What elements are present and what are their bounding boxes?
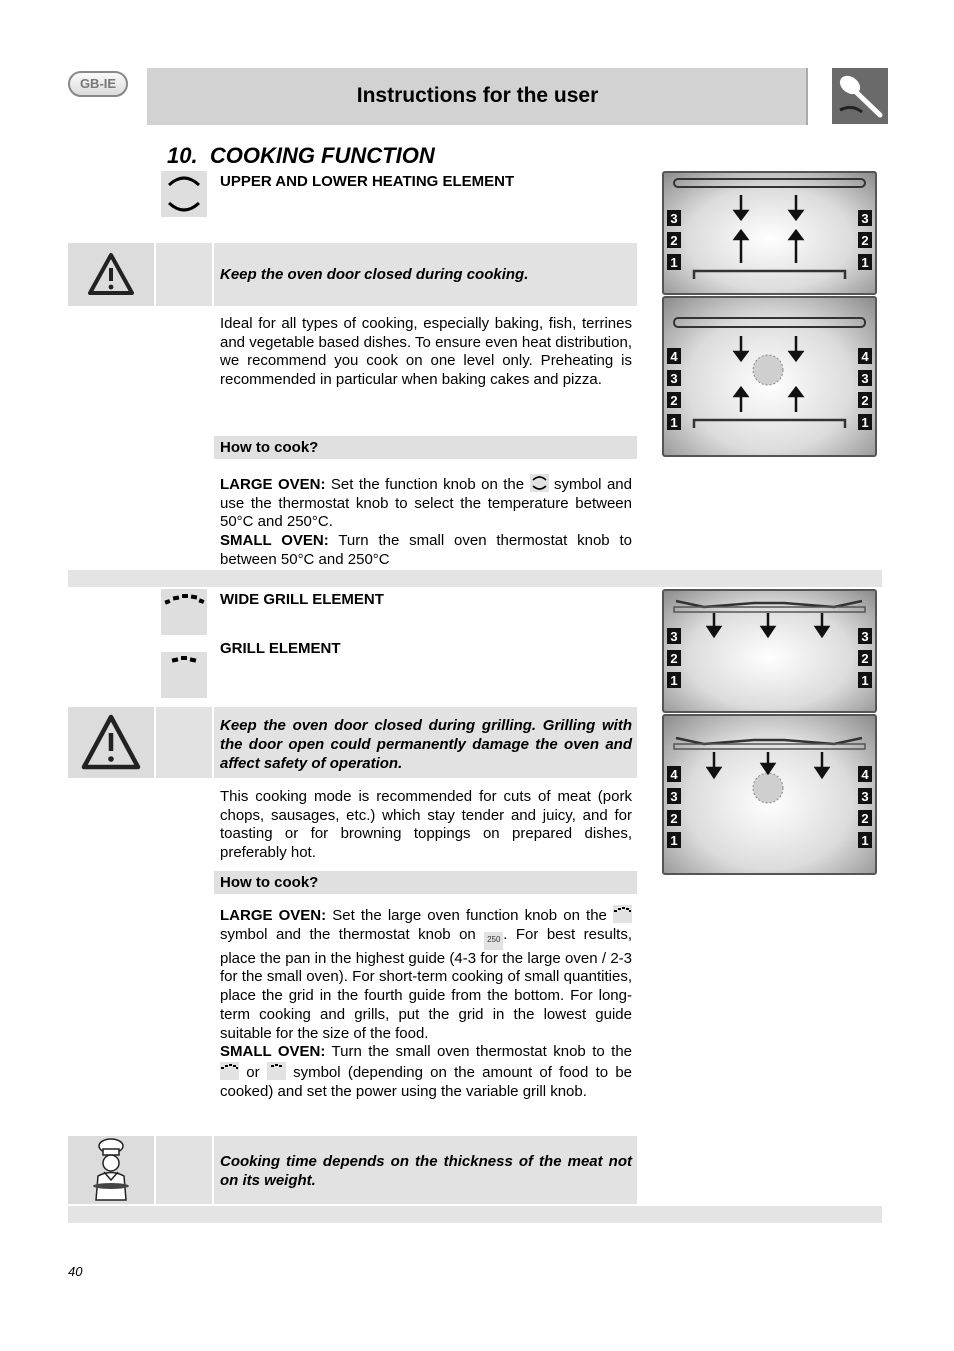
section-heading (167, 143, 435, 169)
warning-icon (68, 707, 154, 778)
grill-icon (267, 1062, 286, 1080)
level-label: 2 (670, 233, 678, 248)
level-label: 4 (670, 349, 678, 364)
grill-label: GRILL ELEMENT (220, 640, 341, 657)
small-oven-heat-diagram (662, 171, 877, 295)
small-oven-text-b: symbol (depending on the amount of food to be cooked) and set the power using the variable grill knob. (220, 1063, 633, 1100)
level-label: 3 (670, 211, 678, 226)
large-oven-text-c: . For best results, place the pan in the highest guide (4-3 for the large oven / 2-3 for the small oven). For short-term cooking of small quantities, place the grid in the fourth guide from the bottom. For long-term cooking and grills, put the grid in the lowest guide suitable for the size of the food. (220, 925, 632, 1042)
thermostat-value: 250 (484, 932, 503, 950)
upper-lower-heat-icon (530, 474, 549, 492)
level-label: 3 (861, 789, 869, 804)
page-title: Instructions for the user (356, 84, 599, 107)
large-oven-grill-diagram (662, 714, 877, 875)
warning-spacer (156, 707, 212, 778)
level-label: 3 (670, 789, 678, 804)
upper-lower-instructions (220, 474, 632, 570)
wide-grill-icon (161, 589, 207, 635)
large-oven-text-a: Set the function knob on the (330, 476, 525, 493)
level-label: 1 (861, 415, 869, 430)
large-oven-text-a: Set the large oven function knob on the (332, 907, 607, 924)
large-oven-text-b: symbol and the thermostat knob on (220, 925, 476, 943)
grill-description: This cooking mode is recommended for cuts of meat (pork chops, sausages, etc.) which stay tender and juicy, and for toasting or for browning toppings on prepared dishes, preferably hot. (220, 788, 632, 862)
level-label: 1 (861, 673, 869, 688)
level-label: 2 (670, 811, 678, 826)
level-label: 3 (861, 211, 869, 226)
section-title: COOKING FUNCTION (209, 143, 435, 168)
warning-text: Keep the oven door closed during cooking. (220, 266, 529, 283)
chef-icon (68, 1136, 154, 1204)
upper-lower-heat-icon (161, 171, 207, 217)
spoon-icon (832, 68, 888, 124)
note-spacer (156, 1136, 212, 1204)
how-to-cook-heading: How to cook? (214, 436, 637, 459)
large-oven-label: LARGE OVEN: (220, 476, 326, 493)
wide-grill-icon (613, 905, 632, 923)
region-badge: GB-IE (68, 71, 128, 97)
level-label: 2 (861, 811, 869, 826)
level-label: 3 (861, 371, 869, 386)
level-label: 4 (861, 767, 869, 782)
level-label: 3 (861, 629, 869, 644)
level-label: 1 (670, 833, 678, 848)
large-oven-label: LARGE OVEN: (220, 907, 327, 924)
level-label: 2 (861, 233, 869, 248)
level-label: 1 (670, 415, 678, 430)
level-label: 1 (861, 833, 869, 848)
level-label: 2 (861, 393, 869, 408)
large-oven-text-b: symbol and use the thermostat knob to select the temperature between 50°C and 250°C. (220, 476, 632, 531)
warning-text: Keep the oven door closed during grilling. Grilling with the door open could permanently damage the oven and affect safety of operation. (220, 717, 632, 772)
upper-lower-label: UPPER AND LOWER HEATING ELEMENT (220, 173, 515, 190)
wide-grill-label: WIDE GRILL ELEMENT (220, 591, 384, 608)
upper-lower-description: Ideal for all types of cooking, especially baking, fish, terrines and vegetable based dishes. To ensure even heat distribution, we recommend you cook on one level only. Preheating is recommended in particular when baking cakes and pizza. (220, 315, 632, 389)
level-label: 2 (670, 651, 678, 666)
level-label: 3 (670, 371, 678, 386)
section-number: 10. (167, 143, 198, 168)
level-label: 1 (670, 255, 678, 270)
small-oven-text-or: or (246, 1063, 260, 1081)
warning-spacer (156, 243, 212, 306)
level-label: 1 (670, 673, 678, 688)
level-label: 4 (861, 349, 869, 364)
level-label: 2 (861, 651, 869, 666)
section-divider (68, 1206, 882, 1223)
grill-instructions (220, 905, 632, 1101)
level-label: 1 (861, 255, 869, 270)
warning-icon (68, 243, 154, 306)
section-divider (68, 570, 882, 587)
page-number: 40 (68, 1264, 83, 1279)
level-label: 3 (670, 629, 678, 644)
wide-grill-icon (220, 1062, 239, 1080)
small-oven-label: SMALL OVEN: (220, 532, 329, 550)
level-label: 4 (670, 767, 678, 782)
small-oven-grill-diagram (662, 589, 877, 713)
note-text: Cooking time depends on the thickness of the meat not on its weight. (220, 1153, 632, 1189)
how-to-cook-heading: How to cook? (214, 871, 637, 894)
small-oven-text-a: Turn the small oven thermostat knob to the (331, 1043, 633, 1061)
small-oven-label: SMALL OVEN: (220, 1043, 326, 1061)
large-oven-heat-diagram (662, 296, 877, 457)
small-oven-text: Turn the small oven thermostat knob to between 50°C and 250°C (220, 532, 632, 568)
grill-icon (161, 652, 207, 698)
level-label: 2 (670, 393, 678, 408)
